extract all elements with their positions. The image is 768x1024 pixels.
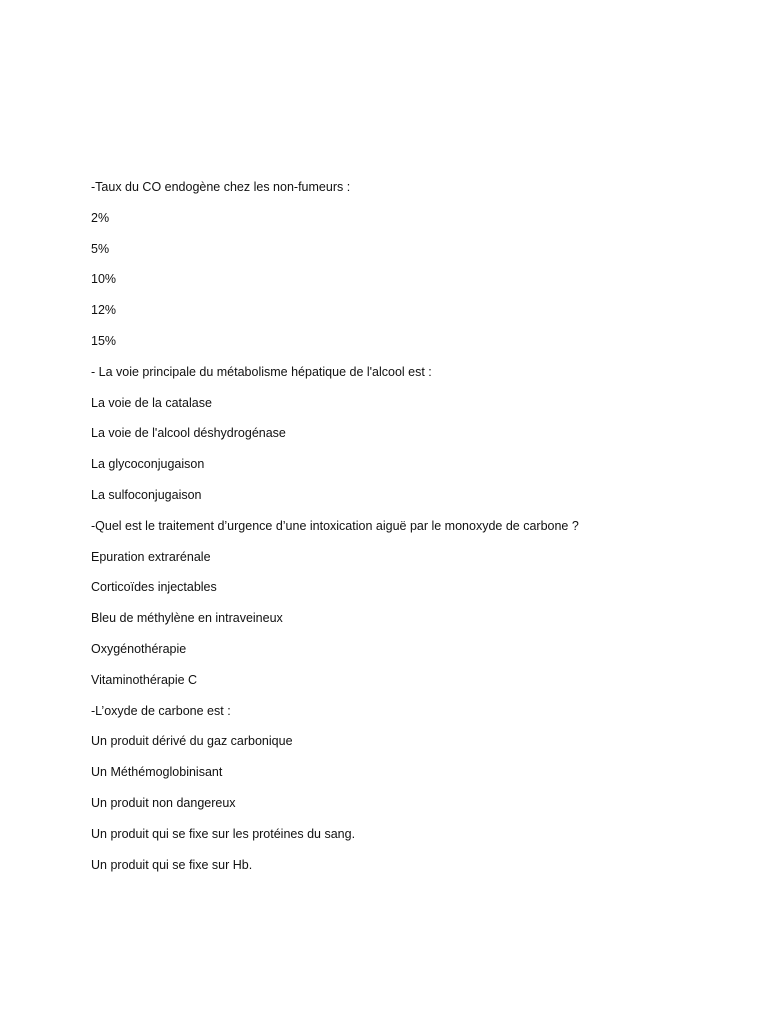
question-3-prompt: -Quel est le traitement d’urgence d’une intoxication aiguë par le monoxyde de carbone ? <box>91 518 579 533</box>
question-2-option: La glycoconjugaison <box>91 457 205 472</box>
question-1-option: 5% <box>91 241 110 256</box>
question-3-option: Epuration extrarénale <box>91 549 211 564</box>
question-3-option: Oxygénothérapie <box>91 641 187 656</box>
document-content <box>91 179 711 887</box>
question-2-option: La voie de la catalase <box>91 395 212 410</box>
question-4-option: Un Méthémoglobinisant <box>91 765 223 780</box>
question-1-option: 15% <box>91 333 117 348</box>
question-1-option: 10% <box>91 272 117 287</box>
question-4-option: Un produit dérivé du gaz carbonique <box>91 734 293 749</box>
question-2-option: La voie de l'alcool déshydrogénase <box>91 426 286 441</box>
question-1-option: 2% <box>91 210 110 225</box>
question-2-prompt: - La voie principale du métabolisme hépatique de l'alcool est : <box>91 364 432 379</box>
question-3-option: Bleu de méthylène en intraveineux <box>91 611 283 626</box>
question-4-option: Un produit qui se fixe sur Hb. <box>91 857 253 872</box>
question-4-option: Un produit non dangereux <box>91 795 236 810</box>
question-1-prompt: -Taux du CO endogène chez les non-fumeurs : <box>91 180 351 194</box>
question-3-option: Vitaminothérapie C <box>91 672 198 687</box>
question-4-prompt: -L’oxyde de carbone est : <box>91 703 231 718</box>
question-3-option: Corticoïdes injectables <box>91 580 217 595</box>
question-1-option: 12% <box>91 303 117 318</box>
question-4-option: Un produit qui se fixe sur les protéines du sang. <box>91 826 356 841</box>
question-2-option: La sulfoconjugaison <box>91 487 202 502</box>
